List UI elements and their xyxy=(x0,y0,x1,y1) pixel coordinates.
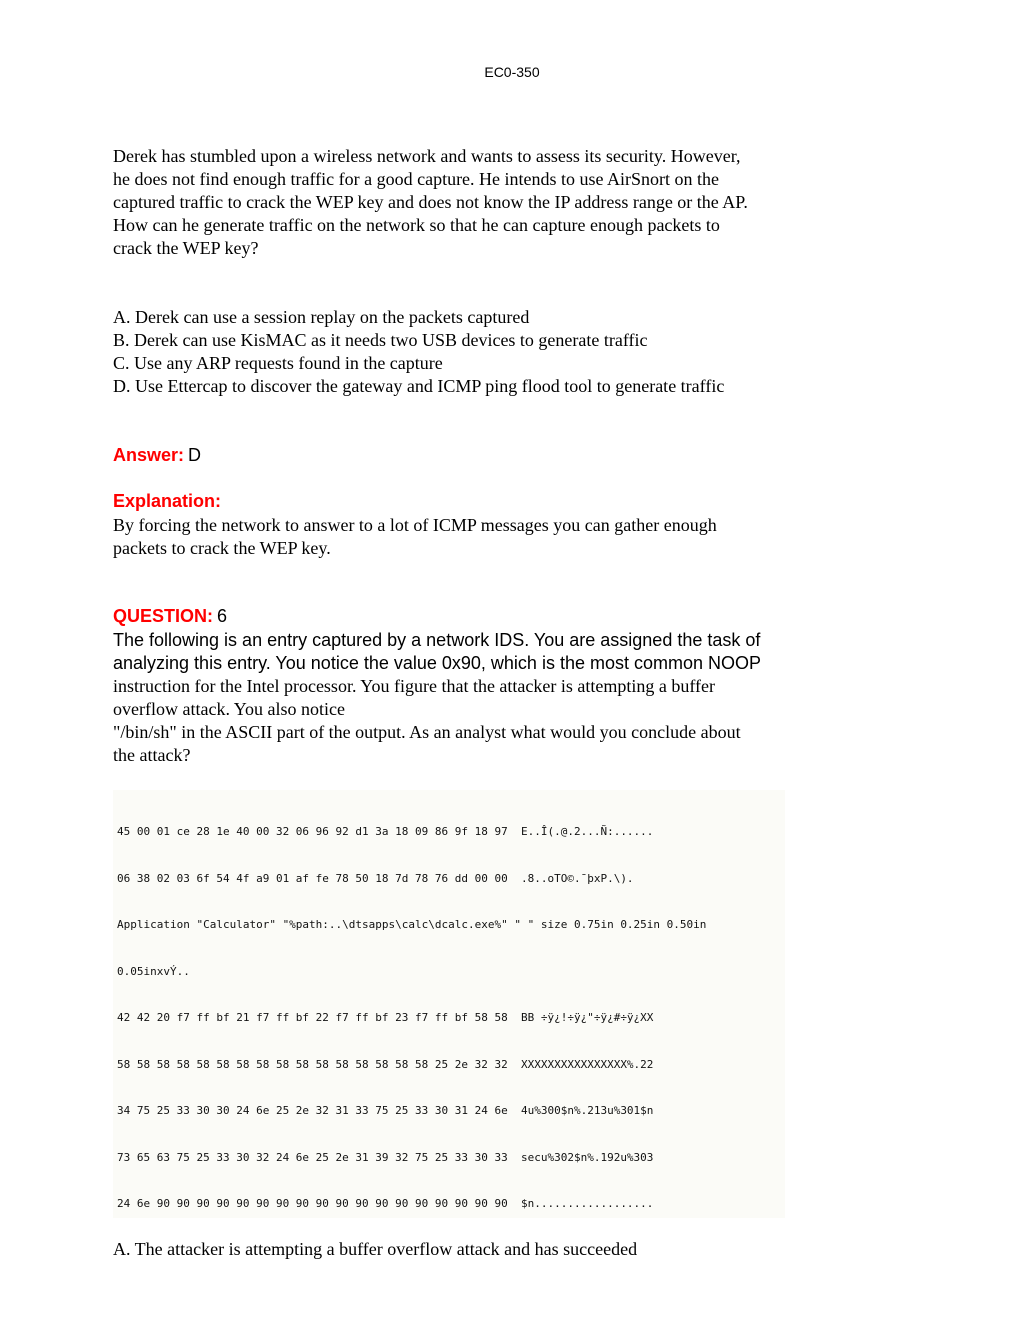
option-a: A. Derek can use a session replay on the packets captured xyxy=(113,307,530,327)
answer-line xyxy=(113,444,853,468)
question-6-body-serif xyxy=(113,675,853,767)
hexdump-line: 45 00 01 ce 28 1e 40 00 32 06 96 92 d1 3a 18 09 86 9f 18 97 E..Î(.@.2...Ñ:...... xyxy=(117,825,654,838)
ids-hexdump xyxy=(113,790,785,1218)
question-line: How can he generate traffic on the network so that he can capture enough packets to xyxy=(113,215,720,235)
question-line: he does not find enough traffic for a good capture. He intends to use AirSnort on the xyxy=(113,169,720,189)
explanation-line: By forcing the network to answer to a lot of ICMP messages you can gather enough xyxy=(113,515,717,535)
question-label: QUESTION: xyxy=(113,606,214,626)
question-line: the attack? xyxy=(113,745,191,765)
question-line: analyzing this entry. You notice the value 0x90, which is the most common NOOP xyxy=(113,653,761,673)
explanation-label: Explanation: xyxy=(113,491,222,511)
question-number: 6 xyxy=(217,606,228,626)
hexdump-line: 58 58 58 58 58 58 58 58 58 58 58 58 58 58 58 58 25 2e 32 32 XXXXXXXXXXXXXXXX%.22 xyxy=(117,1057,654,1071)
question-6-options xyxy=(113,1238,853,1261)
question-5-options xyxy=(113,306,853,398)
hexdump-line: 0.05inxvÝ.. xyxy=(117,964,190,978)
explanation-heading xyxy=(113,490,853,514)
hexdump-line: 34 75 25 33 30 30 24 6e 25 2e 32 31 33 75 25 33 30 31 24 6e 4u%300$n%.213u%301$n xyxy=(117,1104,654,1117)
option-b: B. Derek can use KisMAC as it needs two USB devices to generate traffic xyxy=(113,330,648,350)
hexdump-line: 42 42 20 f7 ff bf 21 f7 ff bf 22 f7 ff bf 23 f7 ff bf 58 58 BB ÷ÿ¿!÷ÿ¿"÷ÿ¿#÷ÿ¿XX xyxy=(117,1011,654,1024)
option-a: A. The attacker is attempting a buffer overflow attack and has succeeded xyxy=(113,1239,638,1259)
hexdump-line: 73 65 63 75 25 33 30 32 24 6e 25 2e 31 39 32 75 25 33 30 33 secu%302$n%.192u%303 xyxy=(117,1150,654,1164)
question-line: "/bin/sh" in the ASCII part of the output. As an analyst what would you conclude about xyxy=(113,722,741,742)
hexdump-line: Application "Calculator" "%path:..\dtsapps\calc\dcalc.exe%" " " size 0.75in 0.25in 0.50in xyxy=(117,918,707,931)
question-line: The following is an entry captured by a network IDS. You are assigned the task of xyxy=(113,630,761,650)
question-line: overflow attack. You also notice xyxy=(113,699,345,719)
explanation-body xyxy=(113,514,853,560)
page-header: EC0-350 xyxy=(484,64,540,80)
hexdump-line: 24 6e 90 90 90 90 90 90 90 90 90 90 90 90 90 90 90 90 90 90 $n.................. xyxy=(117,1197,654,1210)
explanation-line: packets to crack the WEP key. xyxy=(113,538,331,558)
question-6-body-sans xyxy=(113,629,873,675)
option-d: D. Use Ettercap to discover the gateway and ICMP ping flood tool to generate traffic xyxy=(113,376,725,396)
question-5-body xyxy=(113,145,853,260)
question-line: instruction for the Intel processor. You figure that the attacker is attempting a buffer xyxy=(113,676,716,696)
question-line: crack the WEP key? xyxy=(113,238,259,258)
answer-value: D xyxy=(188,445,202,465)
question-6-heading xyxy=(113,605,853,629)
hexdump-line: 06 38 02 03 6f 54 4f a9 01 af fe 78 50 18 7d 78 76 dd 00 00 .8..oTO©.¯þxP.\). xyxy=(117,871,634,885)
question-line: captured traffic to crack the WEP key and does not know the IP address range or the AP. xyxy=(113,192,748,212)
option-c: C. Use any ARP requests found in the capture xyxy=(113,353,443,373)
answer-label: Answer: xyxy=(113,445,185,465)
question-line: Derek has stumbled upon a wireless network and wants to assess its security. However, xyxy=(113,146,741,166)
